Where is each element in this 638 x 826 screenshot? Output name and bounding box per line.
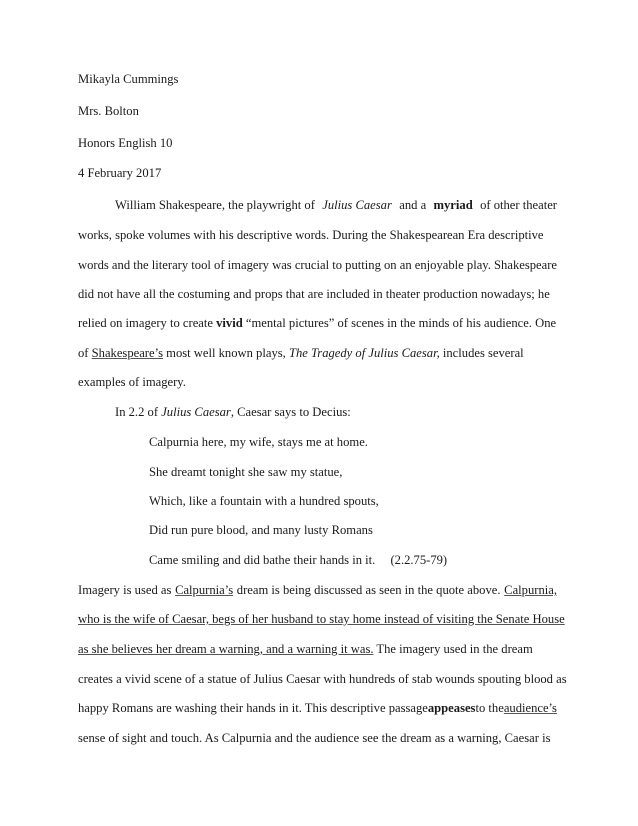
para2-line1: In 2.2 of Julius Caesar, Caesar says to Decius: — [115, 405, 351, 419]
quote-line4: Did run pure blood, and many lusty Romans — [149, 523, 373, 537]
underlined-word: Calpurnia, — [504, 583, 557, 597]
para1-line6: of Shakespeare’s most well known plays, The Tragedy of Julius Caesar, includes several — [78, 346, 524, 360]
quote-line5: Came smiling and did bathe their hands in it. (2.2.75-79) — [149, 553, 448, 567]
para3-line6: sense of sight and touch. As Calpurnia and the audience see the dream as a warning, Caesar is — [78, 731, 551, 745]
underlined-sentence: who is the wife of Caesar, begs of her husband to stay home instead of visiting the Senate House — [78, 612, 565, 626]
para1-line3: words and the literary tool of imagery was crucial to putting on an enjoyable play. Shakespeare — [78, 258, 557, 272]
para3-line4: creates a vivid scene of a statue of Julius Caesar with hundreds of stab wounds spouting blood as — [78, 672, 567, 686]
quote-line2: She dreamt tonight she saw my statue, — [149, 465, 343, 479]
citation: (2.2.75-79) — [390, 553, 448, 567]
vocab-word: myriad — [433, 198, 473, 212]
para1-text: of other theater — [480, 198, 557, 212]
para1-text: William Shakespeare, the playwright of — [115, 198, 315, 212]
para3-line2 — [78, 611, 565, 627]
quote-line3: Which, like a fountain with a hundred spouts, — [149, 494, 379, 508]
underlined-word: Shakespeare’s — [91, 346, 163, 360]
para1-text: and a — [399, 198, 427, 212]
play-title: Julius Caesar — [161, 405, 231, 419]
para1-line4: did not have all the costuming and props that are included in theater production nowadays; he — [78, 287, 550, 301]
author-name: Mikayla Cummings — [78, 72, 179, 86]
underlined-word: audience’s — [503, 701, 557, 715]
vocab-word: vivid — [216, 316, 243, 330]
teacher-name: Mrs. Bolton — [78, 104, 139, 118]
play-title: The Tragedy of Julius Caesar, — [288, 346, 440, 360]
para1-line2: works, spoke volumes with his descriptive words. During the Shakespearean Era descriptive — [78, 228, 544, 242]
para3-line1: Imagery is used as Calpurnia’s dream is being discussed as seen in the quote above. Calpurnia, — [78, 583, 557, 597]
vocab-word: appeases — [427, 701, 476, 715]
para3-line5: happy Romans are washing their hands in it. This descriptive passage appeases to the audience’s — [78, 701, 557, 715]
para3-line3: as she believes her dream a warning, and a warning it was. The imagery used in the dream — [78, 642, 533, 656]
quote-line1: Calpurnia here, my wife, stays me at home. — [149, 435, 368, 449]
para1-line1 — [115, 197, 557, 213]
underlined-sentence: as she believes her dream a warning, and a warning it was. — [78, 642, 374, 656]
play-title: Julius Caesar — [322, 198, 392, 212]
essay-date: 4 February 2017 — [78, 166, 162, 180]
para1-line7: examples of imagery. — [78, 375, 186, 389]
underlined-word: Calpurnia’s — [175, 583, 234, 597]
para1-line5: relied on imagery to create vivid “mental pictures” of scenes in the minds of his audience. One — [78, 316, 557, 330]
course-name: Honors English 10 — [78, 136, 173, 150]
